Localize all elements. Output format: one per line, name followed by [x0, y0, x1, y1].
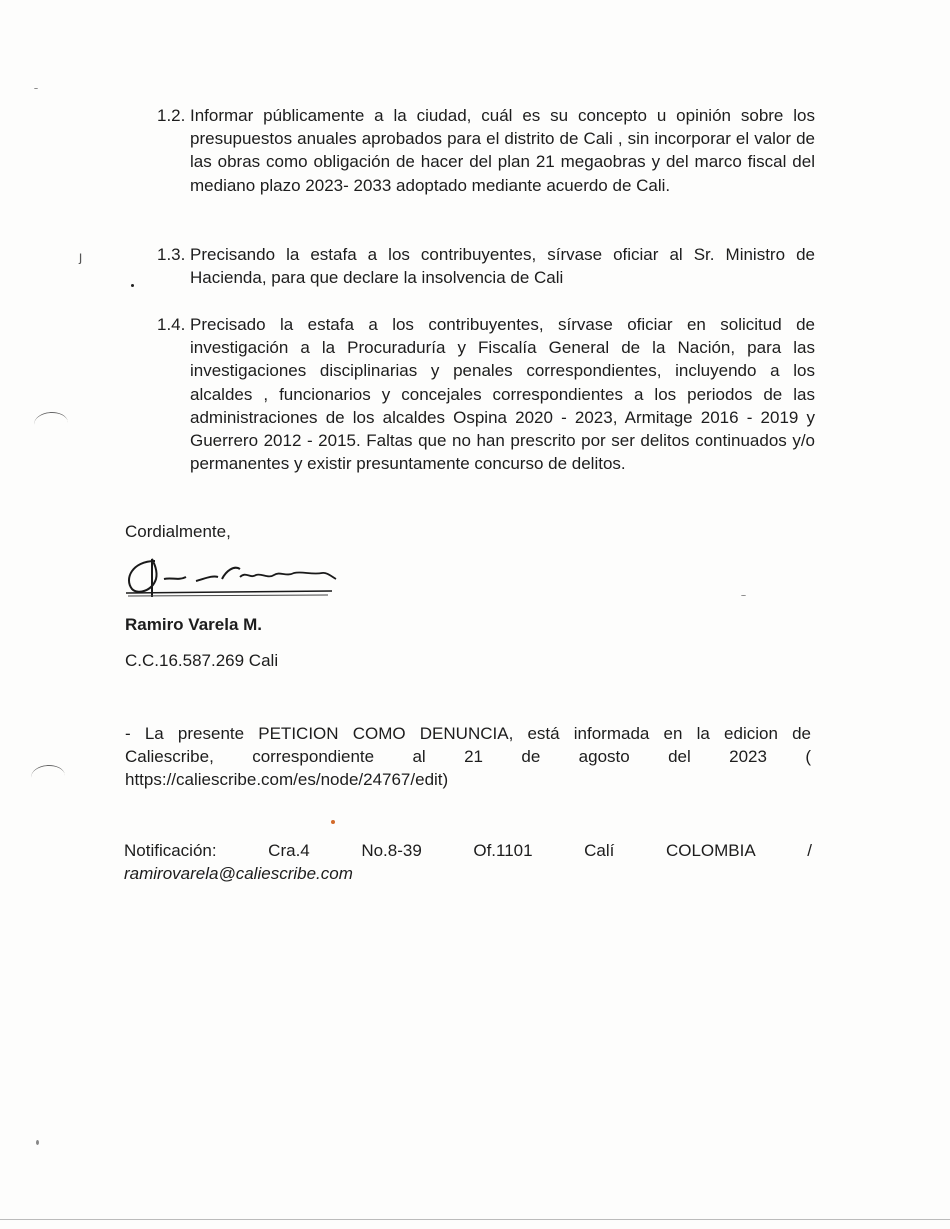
item-number: 1.2. [157, 106, 186, 125]
item-text: Precisado la estafa a los contribuyentes, sírvase oficiar en solicitud de investigación a la Procuraduría y Fiscalía General de la Nación, para las investigaciones disciplinarias y penales correspondientes, incluyendo a los alcaldes , funcionarios y concejales correspondientes a los periodos de las administraciones de los alcaldes Ospina 2020 - 2023, Armitage 2016 - 2019 y Guerrero 2012 - 2015. Faltas que no han prescrito por ser delitos continuados y/o permanentes y existir presuntamente concurso de delitos. [190, 315, 815, 474]
notification-country: COLOMBIA [665, 841, 756, 860]
notification-city: Calí [584, 841, 615, 860]
signatory-name: Ramiro Varela M. [125, 615, 263, 634]
list-item [157, 243, 815, 289]
notification-office: Of.1101 [473, 841, 533, 860]
punch-hole-arc [33, 411, 69, 436]
scan-speck [36, 1140, 39, 1145]
notification-label: Notificación: [124, 841, 217, 860]
item-text: Precisando la estafa a los contribuyentes, sírvase oficiar al Sr. Ministro de Hacienda, para que declare la insolvencia de Cali [190, 245, 815, 288]
list-item [157, 313, 815, 475]
item-number: 1.4. [157, 315, 186, 334]
closing: Cordialmente, [125, 522, 231, 541]
notification-separator: / [807, 841, 812, 860]
note-line: - La presente PETICION COMO DENUNCIA, está informada en la edicion de [125, 724, 811, 743]
list-item [157, 104, 815, 197]
scan-speck [741, 595, 746, 596]
notification-address [124, 839, 812, 862]
note-line: Caliescribe, correspondiente al 21 de agosto del 2023 ( [125, 747, 811, 766]
note-link[interactable]: https://caliescribe.com/es/node/24767/edit) [125, 770, 449, 789]
item-number: 1.3. [157, 245, 186, 264]
margin-mark: ȷ [79, 248, 83, 264]
notification-street: Cra.4 [268, 841, 310, 860]
notification-number: No.8-39 [361, 841, 422, 860]
scan-speck [331, 820, 335, 824]
scan-speck [34, 88, 38, 89]
notification-email[interactable]: ramirovarela@caliescribe.com [124, 864, 353, 883]
signature [122, 555, 342, 600]
scan-edge [0, 1219, 950, 1220]
item-text: Informar públicamente a la ciudad, cuál es su concepto u opinión sobre los presupuestos anuales aprobados para el distrito de Cali , sin incorporar el valor de las obras como obligación de hacer del plan 21 megaobras y del marco fiscal del mediano plazo 2023- 2033 adoptado mediante acuerdo de Cali. [190, 106, 815, 195]
signatory-id: C.C.16.587.269 Cali [125, 651, 279, 670]
punch-hole-arc [30, 764, 66, 789]
scan-speck [131, 284, 134, 287]
